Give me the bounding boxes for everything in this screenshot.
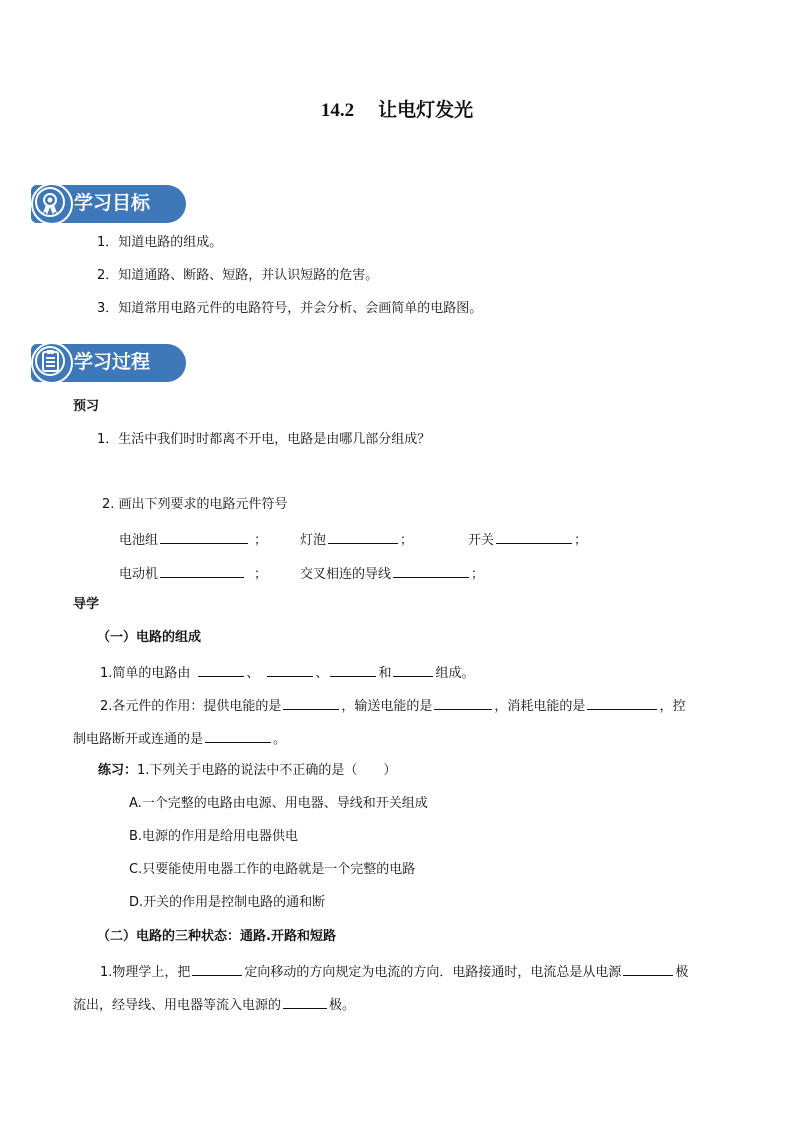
award-ribbon-icon (31, 183, 73, 225)
goal-item: 2．知道通路、断路、短路，并认识短路的危害。 (97, 268, 379, 283)
preview-question-1: 1．生活中我们时时都离不开电，电路是由哪几部分组成？ (97, 432, 431, 447)
title-number: 14.2 (320, 100, 355, 121)
symbol-item-motor: 电动机 ； (119, 567, 268, 582)
section-badge-goals (31, 183, 186, 225)
answer-blank[interactable] (160, 531, 248, 544)
section-label-goals: 学习目标 (74, 192, 151, 214)
symbol-item-battery: 电池组 ； (119, 533, 268, 548)
answer-blank[interactable] (205, 730, 271, 743)
answer-blank[interactable] (587, 697, 657, 710)
goal-item: 3．知道常用电路元件的电路符号，并会分析、会画简单的电路图。 (97, 301, 483, 316)
exercise-question: 练习：1.下列关于电路的说法中不正确的是（ ） (98, 763, 397, 778)
part1-question-2-cont: 制电路断开或连通的是 。 (73, 732, 287, 747)
part1-question-1: 1.简单的电路由 、 、 和 组成。 (100, 666, 475, 681)
exercise-option: C.只要能使用电器工作的电路就是一个完整的电路 (129, 862, 416, 877)
answer-blank[interactable] (393, 565, 469, 578)
section-label-process: 学习过程 (74, 351, 151, 373)
part1-heading: （一）电路的组成 (97, 630, 202, 645)
section-badge-process (31, 342, 186, 384)
answer-blank[interactable] (496, 531, 572, 544)
symbol-item-wire: 交叉相连的导线 ； (300, 567, 485, 582)
part2-heading: （二）电路的三种状态：通路.开路和短路 (97, 929, 336, 944)
answer-blank[interactable] (192, 963, 242, 976)
answer-blank[interactable] (283, 996, 327, 1009)
checklist-icon (31, 342, 73, 384)
exercise-option: A.一个完整的电路由电源、用电器、导线和开关组成 (129, 796, 428, 811)
part2-question-1-cont: 流出，经导线、用电器等流入电源的 极。 (73, 998, 356, 1013)
part2-question-1: 1.物理学上，把 定向移动的方向规定为电流的方向．电路接通时，电流总是从电源 极 (100, 965, 689, 980)
symbol-item-bulb: 灯泡 ； (300, 533, 414, 548)
goal-item: 1．知道电路的组成。 (97, 235, 223, 250)
answer-blank[interactable] (283, 697, 339, 710)
answer-blank[interactable] (330, 664, 376, 677)
guide-heading: 导学 (73, 597, 100, 612)
answer-blank[interactable] (160, 565, 244, 578)
answer-blank[interactable] (267, 664, 313, 677)
exercise-option: B.电源的作用是给用电器供电 (129, 829, 299, 844)
title-text: 让电灯发光 (378, 99, 474, 121)
answer-blank[interactable] (328, 531, 398, 544)
preview-heading: 预习 (73, 399, 100, 414)
answer-blank[interactable] (393, 664, 433, 677)
answer-blank[interactable] (434, 697, 492, 710)
exercise-option: D.开关的作用是控制电路的通和断 (129, 895, 326, 910)
preview-question-2: 2. 画出下列要求的电路元件符号 (102, 497, 288, 512)
page-title (0, 101, 794, 120)
part1-question-2: 2.各元件的作用：提供电能的是 ，输送电能的是 ，消耗电能的是 ，控 (100, 699, 686, 714)
answer-blank[interactable] (198, 664, 244, 677)
answer-blank[interactable] (623, 963, 673, 976)
symbol-item-switch: 开关 ； (468, 533, 588, 548)
